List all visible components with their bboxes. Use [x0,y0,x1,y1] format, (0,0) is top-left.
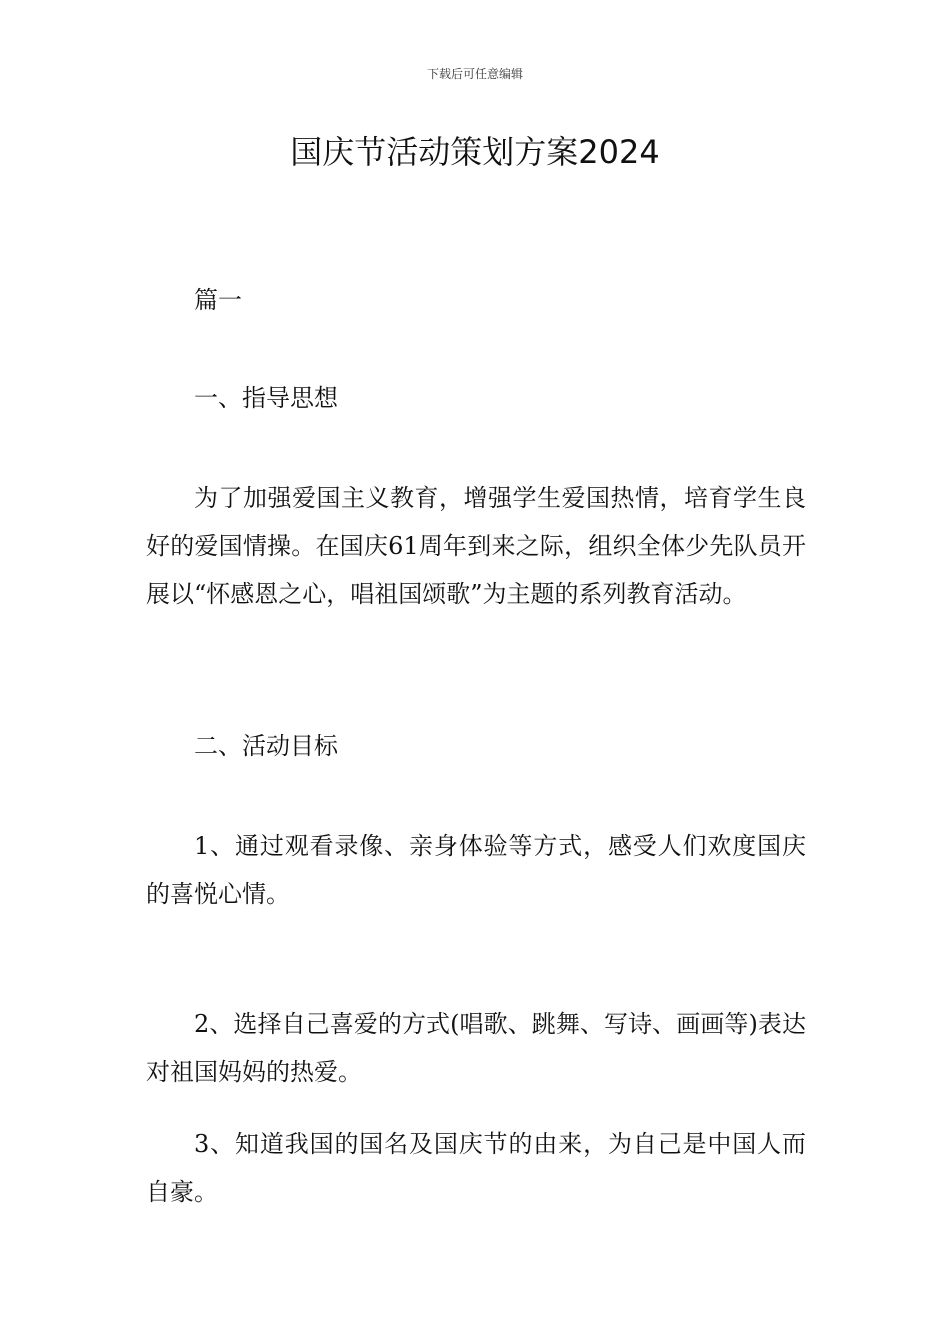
part-label: 篇一 [194,286,242,314]
goal-item-1: 1、通过观看录像、亲身体验等方式，感受人们欢度国庆的喜悦心情。 [146,832,806,908]
document-title: 国庆节活动策划方案2024 [290,133,660,171]
goal-item-3: 3、知道我国的国名及国庆节的由来，为自己是中国人而自豪。 [146,1130,806,1206]
section-heading-guiding-ideology: 一、指导思想 [194,384,338,412]
header-note: 下载后可任意编辑 [426,67,523,81]
goal-item-2: 2、选择自己喜爱的方式(唱歌、跳舞、写诗、画画等)表达对祖国妈妈的热爱。 [146,1010,806,1086]
section-heading-activity-goals: 二、活动目标 [194,732,338,760]
section-paragraph-intro: 为了加强爱国主义教育，增强学生爱国热情，培育学生良好的爱国情操。在国庆61周年到来之际，组织全体少先队员开展以“怀感恩之心，唱祖国颂歌”为主题的系列教育活动。 [146,484,806,608]
